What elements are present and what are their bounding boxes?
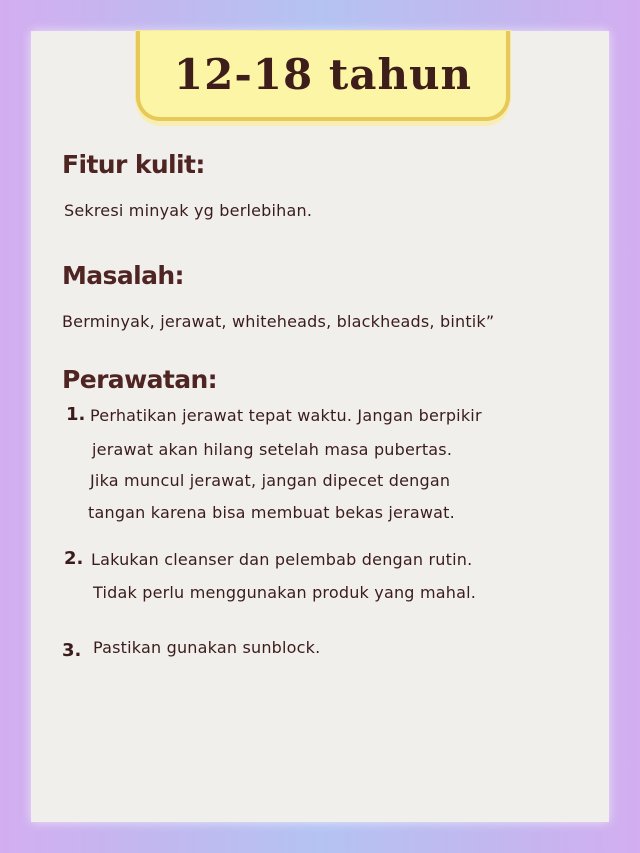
title-badge [136,31,510,121]
list-item-line: Lakukan cleanser dan pelembab dengan rutin. [91,550,473,569]
list-item-line: tangan karena bisa membuat bekas jerawat. [88,503,455,522]
fitur-text: Sekresi minyak yg berlebihan. [64,201,313,220]
list-item-line: Perhatikan jerawat tepat waktu. Jangan berpikir [90,406,482,425]
masalah-text: Berminyak, jerawat, whiteheads, blackheads, bintik” [62,312,495,331]
perawatan-heading: Perawatan: [62,365,218,394]
list-item-line: Pastikan gunakan sunblock. [93,638,321,657]
list-item-number: 2. [64,548,84,569]
list-item-number: 1. [66,404,86,425]
fitur-heading: Fitur kulit: [62,150,205,179]
page-title: 12-18 tahun [173,49,473,99]
list-item-line: Jika muncul jerawat, jangan dipecet dengan [90,471,451,490]
list-item-line: Tidak perlu menggunakan produk yang mahal. [93,583,477,602]
list-item-number: 3. [62,640,82,661]
list-item-line: jerawat akan hilang setelah masa pubertas. [92,440,453,459]
masalah-heading: Masalah: [62,261,184,290]
